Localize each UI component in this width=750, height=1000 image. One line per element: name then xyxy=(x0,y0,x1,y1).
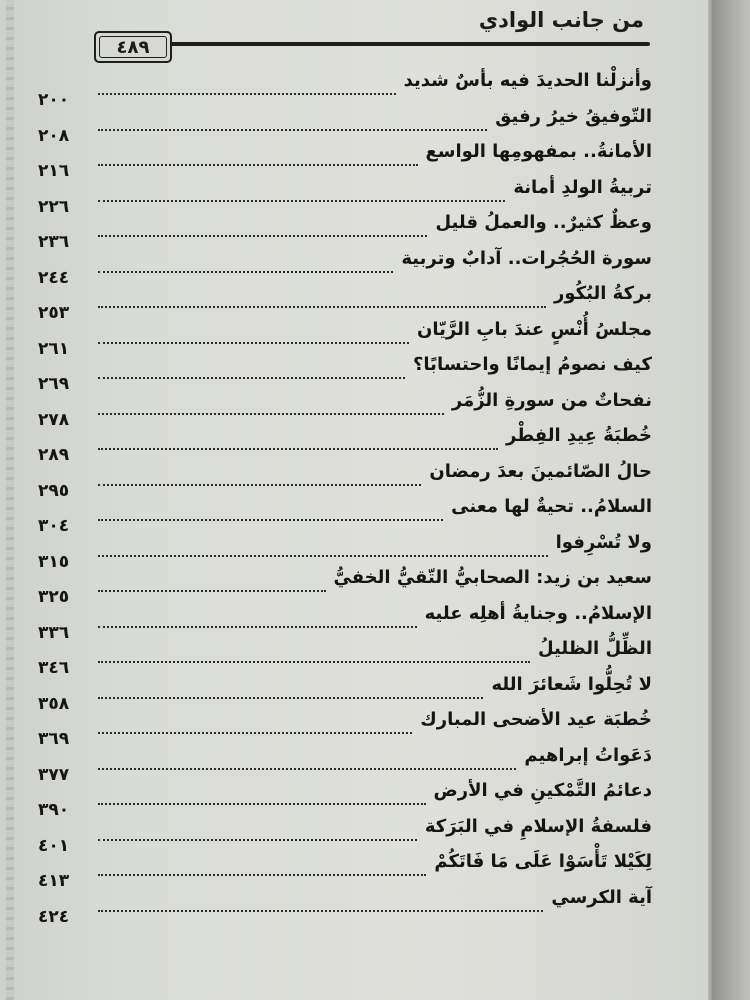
dot-leader xyxy=(98,342,409,344)
toc-entry-title: الأمانةُ.. بمفهومِها الواسع xyxy=(425,141,652,162)
toc-entry-title: التّوفيقُ خيرُ رفيق xyxy=(495,105,652,127)
dot-leader xyxy=(98,555,548,557)
toc-entry-page: ٢٥٣ xyxy=(38,303,70,323)
toc-entry-title: آية الكرسي xyxy=(551,886,652,908)
dot-leader xyxy=(98,732,412,734)
toc-entry-page: ٣٤٦ xyxy=(38,658,70,678)
dot-leader xyxy=(98,129,487,131)
toc-entry-title: بركةُ البُكُور xyxy=(554,283,652,304)
toc-entry-page: ٢٠٨ xyxy=(38,125,70,146)
toc-entry-page: ٣٧٧ xyxy=(38,764,70,785)
toc-entry-page: ٢٦٩ xyxy=(38,374,70,394)
toc-entry xyxy=(38,851,652,891)
toc-entry xyxy=(38,354,652,394)
toc-entry xyxy=(38,780,652,820)
toc-entry-title: سعيد بن زيد: الصحابيُّ التّقيُّ الخفيُّ xyxy=(333,567,652,588)
dot-leader xyxy=(98,519,443,521)
toc-entry xyxy=(38,603,652,643)
toc-entry xyxy=(38,212,652,252)
toc-entry-page: ٢٦١ xyxy=(38,338,70,359)
toc-entry-title: لِكَيْلا تَأْسَوْا عَلَى مَا فَاتَكُمْ xyxy=(434,851,652,872)
toc-entry-title: كيف نصومُ إيمانًا واحتسابًا؟ xyxy=(412,354,652,375)
dot-leader xyxy=(98,626,417,628)
toc-entry xyxy=(38,461,652,501)
toc-entry-title: دعائمُ التَّمْكينِ في الأرض xyxy=(433,780,652,801)
toc-entry-page: ٣٣٦ xyxy=(38,622,70,643)
page-number-box xyxy=(94,31,172,63)
toc-entry-title: نفحاتٌ من سورةِ الزُّمَر xyxy=(451,389,652,411)
toc-entry-page: ٤٢٤ xyxy=(38,906,70,927)
toc-entry-title: الظِّلُّ الظليلُ xyxy=(537,638,652,659)
toc-entry-page: ٢١٦ xyxy=(38,161,70,181)
dot-leader xyxy=(98,910,543,912)
toc-entry-page: ٢٩٥ xyxy=(38,480,70,501)
running-title: من جانب الوادي xyxy=(478,8,644,32)
toc-entry xyxy=(38,319,652,359)
dot-leader xyxy=(98,377,405,379)
dot-leader xyxy=(98,448,498,450)
toc-entry xyxy=(38,390,652,430)
dot-leader xyxy=(98,164,418,166)
toc-entry-title: ولا تُسْرِفوا xyxy=(555,531,652,553)
toc-entry-title: خُطبَةُ عِيدِ الفِطْر xyxy=(506,425,652,446)
toc-entry xyxy=(38,283,652,323)
toc-entry xyxy=(38,248,652,288)
toc-entry xyxy=(38,496,652,536)
toc-entry-page: ٣٢٥ xyxy=(38,587,70,607)
book-spine xyxy=(712,0,750,1000)
toc-entry-title: وأنزلْنا الحديدَ فيه بأسٌ شديد xyxy=(403,70,652,91)
dot-leader xyxy=(98,590,326,592)
toc-entry-title: وعظٌ كثيرٌ.. والعملُ قليل xyxy=(435,212,652,233)
toc-entry-page: ٣٥٨ xyxy=(38,693,70,714)
toc-entry xyxy=(38,106,652,146)
toc-entry xyxy=(38,709,652,749)
toc-entry-page: ٣٩٠ xyxy=(38,800,70,820)
toc-entry-page: ٢٤٤ xyxy=(38,267,70,288)
dot-leader xyxy=(98,484,421,486)
dot-leader xyxy=(98,661,530,663)
toc-entry-title: دَعَواتُ إبراهيم xyxy=(524,744,652,766)
toc-entry xyxy=(38,887,652,927)
toc-entry xyxy=(38,425,652,465)
toc-entry-page: ٢٨٩ xyxy=(38,445,70,465)
toc-entry-title: حالُ الصّائمينَ بعدَ رمضان xyxy=(429,460,652,482)
toc-entry xyxy=(38,674,652,714)
page-number: ٤٨٩ xyxy=(99,36,167,58)
binding-stitch xyxy=(6,0,14,1000)
toc-entry xyxy=(38,141,652,181)
toc-entry-title: سورة الحُجُرات.. آدابٌ وتربية xyxy=(401,247,652,269)
toc-entry-page: ٢٠٠ xyxy=(38,90,70,110)
toc-entry-page: ٣٠٤ xyxy=(38,516,70,536)
toc-entry-page: ٣١٥ xyxy=(38,551,70,572)
toc-entry-title: خُطبَة عيد الأضحى المبارك xyxy=(420,709,652,730)
toc-entry-page: ٤٠١ xyxy=(38,835,70,856)
toc-entry-page: ٢٧٨ xyxy=(38,409,70,430)
toc-entry xyxy=(38,177,652,217)
dot-leader xyxy=(98,874,426,876)
page-header xyxy=(94,8,650,56)
header-rule xyxy=(94,42,650,46)
toc-entry-title: السلامُ.. تحيةٌ لها معنى xyxy=(451,496,652,517)
dot-leader xyxy=(98,93,396,95)
toc-entry xyxy=(38,638,652,678)
dot-leader xyxy=(98,306,546,308)
toc-entry-title: الإسلامُ.. وجنايةُ أهلِه عليه xyxy=(424,602,652,624)
toc-entry xyxy=(38,567,652,607)
dot-leader xyxy=(98,697,483,699)
toc-entry-title: تربيةُ الولدِ أمانة xyxy=(513,176,652,198)
dot-leader xyxy=(98,271,393,273)
toc-entry xyxy=(38,70,652,110)
toc-entry xyxy=(38,745,652,785)
toc-entry-title: مجلسُ أُنْسٍ عندَ بابِ الرَّيّان xyxy=(416,318,652,340)
toc-entry xyxy=(38,816,652,856)
dot-leader xyxy=(98,839,417,841)
dot-leader xyxy=(98,200,505,202)
toc-entry-page: ٣٦٩ xyxy=(38,729,70,749)
dot-leader xyxy=(98,803,426,805)
toc-entry-page: ٢٢٦ xyxy=(38,196,70,217)
toc-entry xyxy=(38,532,652,572)
toc-entry-page: ٢٣٦ xyxy=(38,232,70,252)
dot-leader xyxy=(98,413,444,415)
dot-leader xyxy=(98,768,516,770)
dot-leader xyxy=(98,235,427,237)
toc-entry-title: فلسفةُ الإسلامِ في البَرَكة xyxy=(424,815,652,837)
toc-entry-page: ٤١٣ xyxy=(38,871,70,891)
toc-entry-title: لا تُحِلُّوا شَعائرَ الله xyxy=(491,673,652,695)
